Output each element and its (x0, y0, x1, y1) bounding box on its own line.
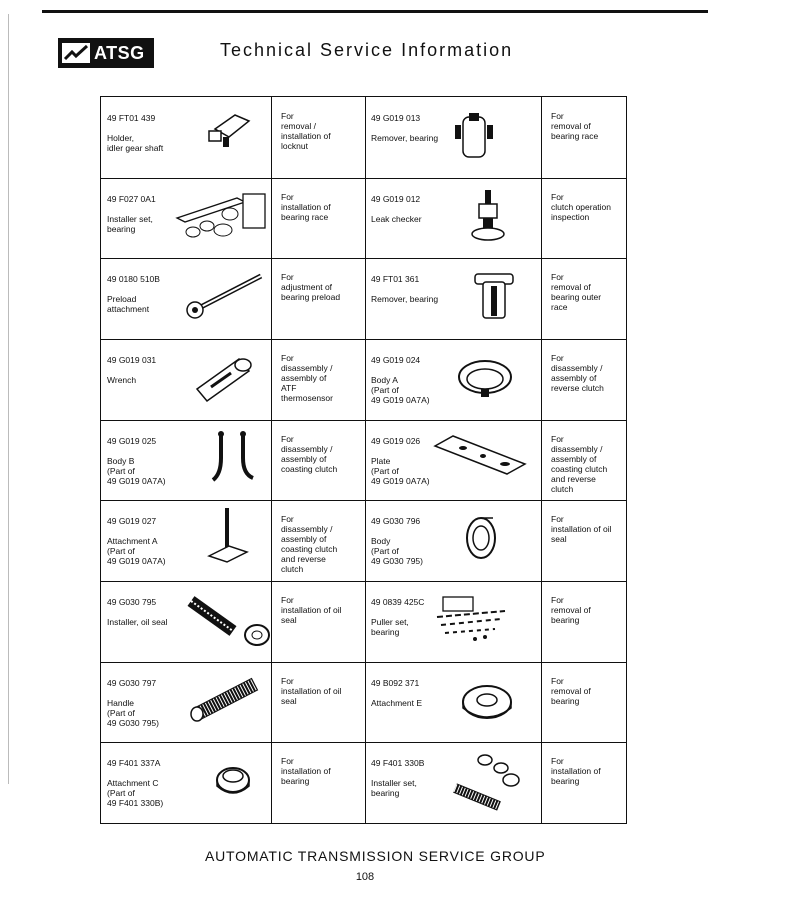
tool-name: Installer set, bearing (371, 778, 417, 798)
part-number: 49 G019 024 (371, 355, 421, 365)
tool-table (100, 96, 627, 824)
attachment-a-icon (205, 506, 251, 571)
part-number: 49 F027 0A1 (107, 194, 156, 204)
oil-seal-installer-icon (185, 591, 273, 656)
tool-name: Body B (Part of 49 G019 0A7A) (107, 456, 166, 486)
preload-attachment-icon (181, 270, 271, 331)
part-number: 49 G019 012 (371, 194, 421, 204)
attachment-e-icon (459, 674, 515, 735)
wrench-socket-icon (191, 345, 255, 412)
remover-bearing-icon (469, 268, 519, 329)
part-number: 49 G030 795 (107, 597, 157, 607)
logo-mark-icon (62, 43, 90, 63)
column-divider (271, 97, 272, 823)
tool-name: Installer, oil seal (107, 617, 168, 627)
tool-use: For installation of oil seal (281, 676, 342, 706)
part-number: 49 0180 510B (107, 274, 160, 284)
part-number: 49 FT01 439 (107, 113, 156, 123)
row-divider (101, 258, 626, 259)
tool-use: For installation of bearing (551, 756, 601, 786)
tool-use: For removal of bearing race (551, 111, 599, 141)
plate-bar-icon (433, 430, 529, 491)
row-divider (101, 581, 626, 582)
body-sleeve-icon (457, 508, 507, 575)
tool-use: For disassembly / assembly of coasting clutch and reverse clutch (551, 434, 608, 494)
row-divider (101, 339, 626, 340)
tool-name: Leak checker (371, 214, 422, 224)
tool-name: Body (Part of 49 G030 795) (371, 536, 423, 566)
part-number: 49 B092 371 (371, 678, 420, 688)
tool-use: For adjustment of bearing preload (281, 272, 341, 302)
tool-name: Installer set, bearing (107, 214, 153, 234)
body-a-ring-icon (455, 349, 515, 410)
tool-name: Holder, idler gear shaft (107, 133, 164, 153)
holder-tool-icon (201, 105, 261, 160)
top-rule (42, 10, 708, 13)
part-number: 49 G030 796 (371, 516, 421, 526)
tool-name: Puller set, bearing (371, 617, 409, 637)
tool-name: Remover, bearing (371, 133, 439, 143)
tool-use: For installation of oil seal (551, 514, 612, 544)
tool-use: For disassembly / assembly of ATF thermosensor (281, 353, 333, 403)
tool-use: For installation of bearing (281, 756, 331, 786)
part-number: 49 G030 797 (107, 678, 157, 688)
installer-set-icon (175, 188, 267, 253)
tool-name: Preload attachment (107, 294, 150, 314)
part-number: 49 G019 013 (371, 113, 421, 123)
installer-set-b-icon (449, 752, 521, 819)
tool-name: Plate (Part of 49 G019 0A7A) (371, 456, 430, 486)
row-divider (101, 178, 626, 179)
part-number: 49 F401 330B (371, 758, 425, 768)
tool-use: For disassembly / assembly of reverse clutch (551, 353, 604, 393)
tool-name: Handle (Part of 49 G030 795) (107, 698, 159, 728)
tool-use: For removal of bearing outer race (551, 272, 602, 312)
remover-tool-icon (449, 109, 499, 170)
part-number: 49 G019 027 (107, 516, 157, 526)
attachment-c-icon (211, 756, 255, 811)
page-title: Technical Service Information (220, 40, 514, 60)
footer-org: AUTOMATIC TRANSMISSION SERVICE GROUP (205, 848, 546, 864)
tool-use: For clutch operation inspection (551, 192, 612, 222)
tool-name: Attachment A (Part of 49 G019 0A7A) (107, 536, 166, 566)
tool-name: Wrench (107, 375, 137, 385)
row-divider (101, 662, 626, 663)
row-divider (101, 500, 626, 501)
tool-use: For disassembly / assembly of coasting clutch and reverse clutch (281, 514, 338, 574)
tool-use: For installation of bearing race (281, 192, 331, 222)
tool-name: Attachment C (Part of 49 F401 330B) (107, 778, 164, 808)
part-number: 49 G019 031 (107, 355, 157, 365)
column-divider (541, 97, 542, 823)
tool-use: For installation of oil seal (281, 595, 342, 625)
tool-name: Attachment E (371, 698, 423, 708)
leak-checker-icon (463, 188, 513, 253)
tool-use: For disassembly / assembly of coasting clutch (281, 434, 338, 474)
tool-name: Remover, bearing (371, 294, 439, 304)
page-number: 108 (355, 871, 375, 883)
tool-use: For removal of bearing (551, 676, 591, 706)
puller-set-icon (435, 593, 507, 656)
row-divider (101, 420, 626, 421)
scan-edge (8, 14, 9, 784)
part-number: 49 0839 425C (371, 597, 425, 607)
part-number: 49 F401 337A (107, 758, 161, 768)
tool-use: For removal / installation of locknut (281, 111, 331, 151)
body-b-hooks-icon (209, 428, 259, 493)
part-number: 49 G019 026 (371, 436, 421, 446)
row-divider (101, 742, 626, 743)
atsg-logo (58, 38, 154, 68)
handle-icon (189, 674, 265, 735)
part-number: 49 FT01 361 (371, 274, 420, 284)
part-number: 49 G019 025 (107, 436, 157, 446)
tool-use: For removal of bearing (551, 595, 591, 625)
logo-text: ATSG (94, 42, 145, 63)
tool-name: Body A (Part of 49 G019 0A7A) (371, 375, 430, 405)
